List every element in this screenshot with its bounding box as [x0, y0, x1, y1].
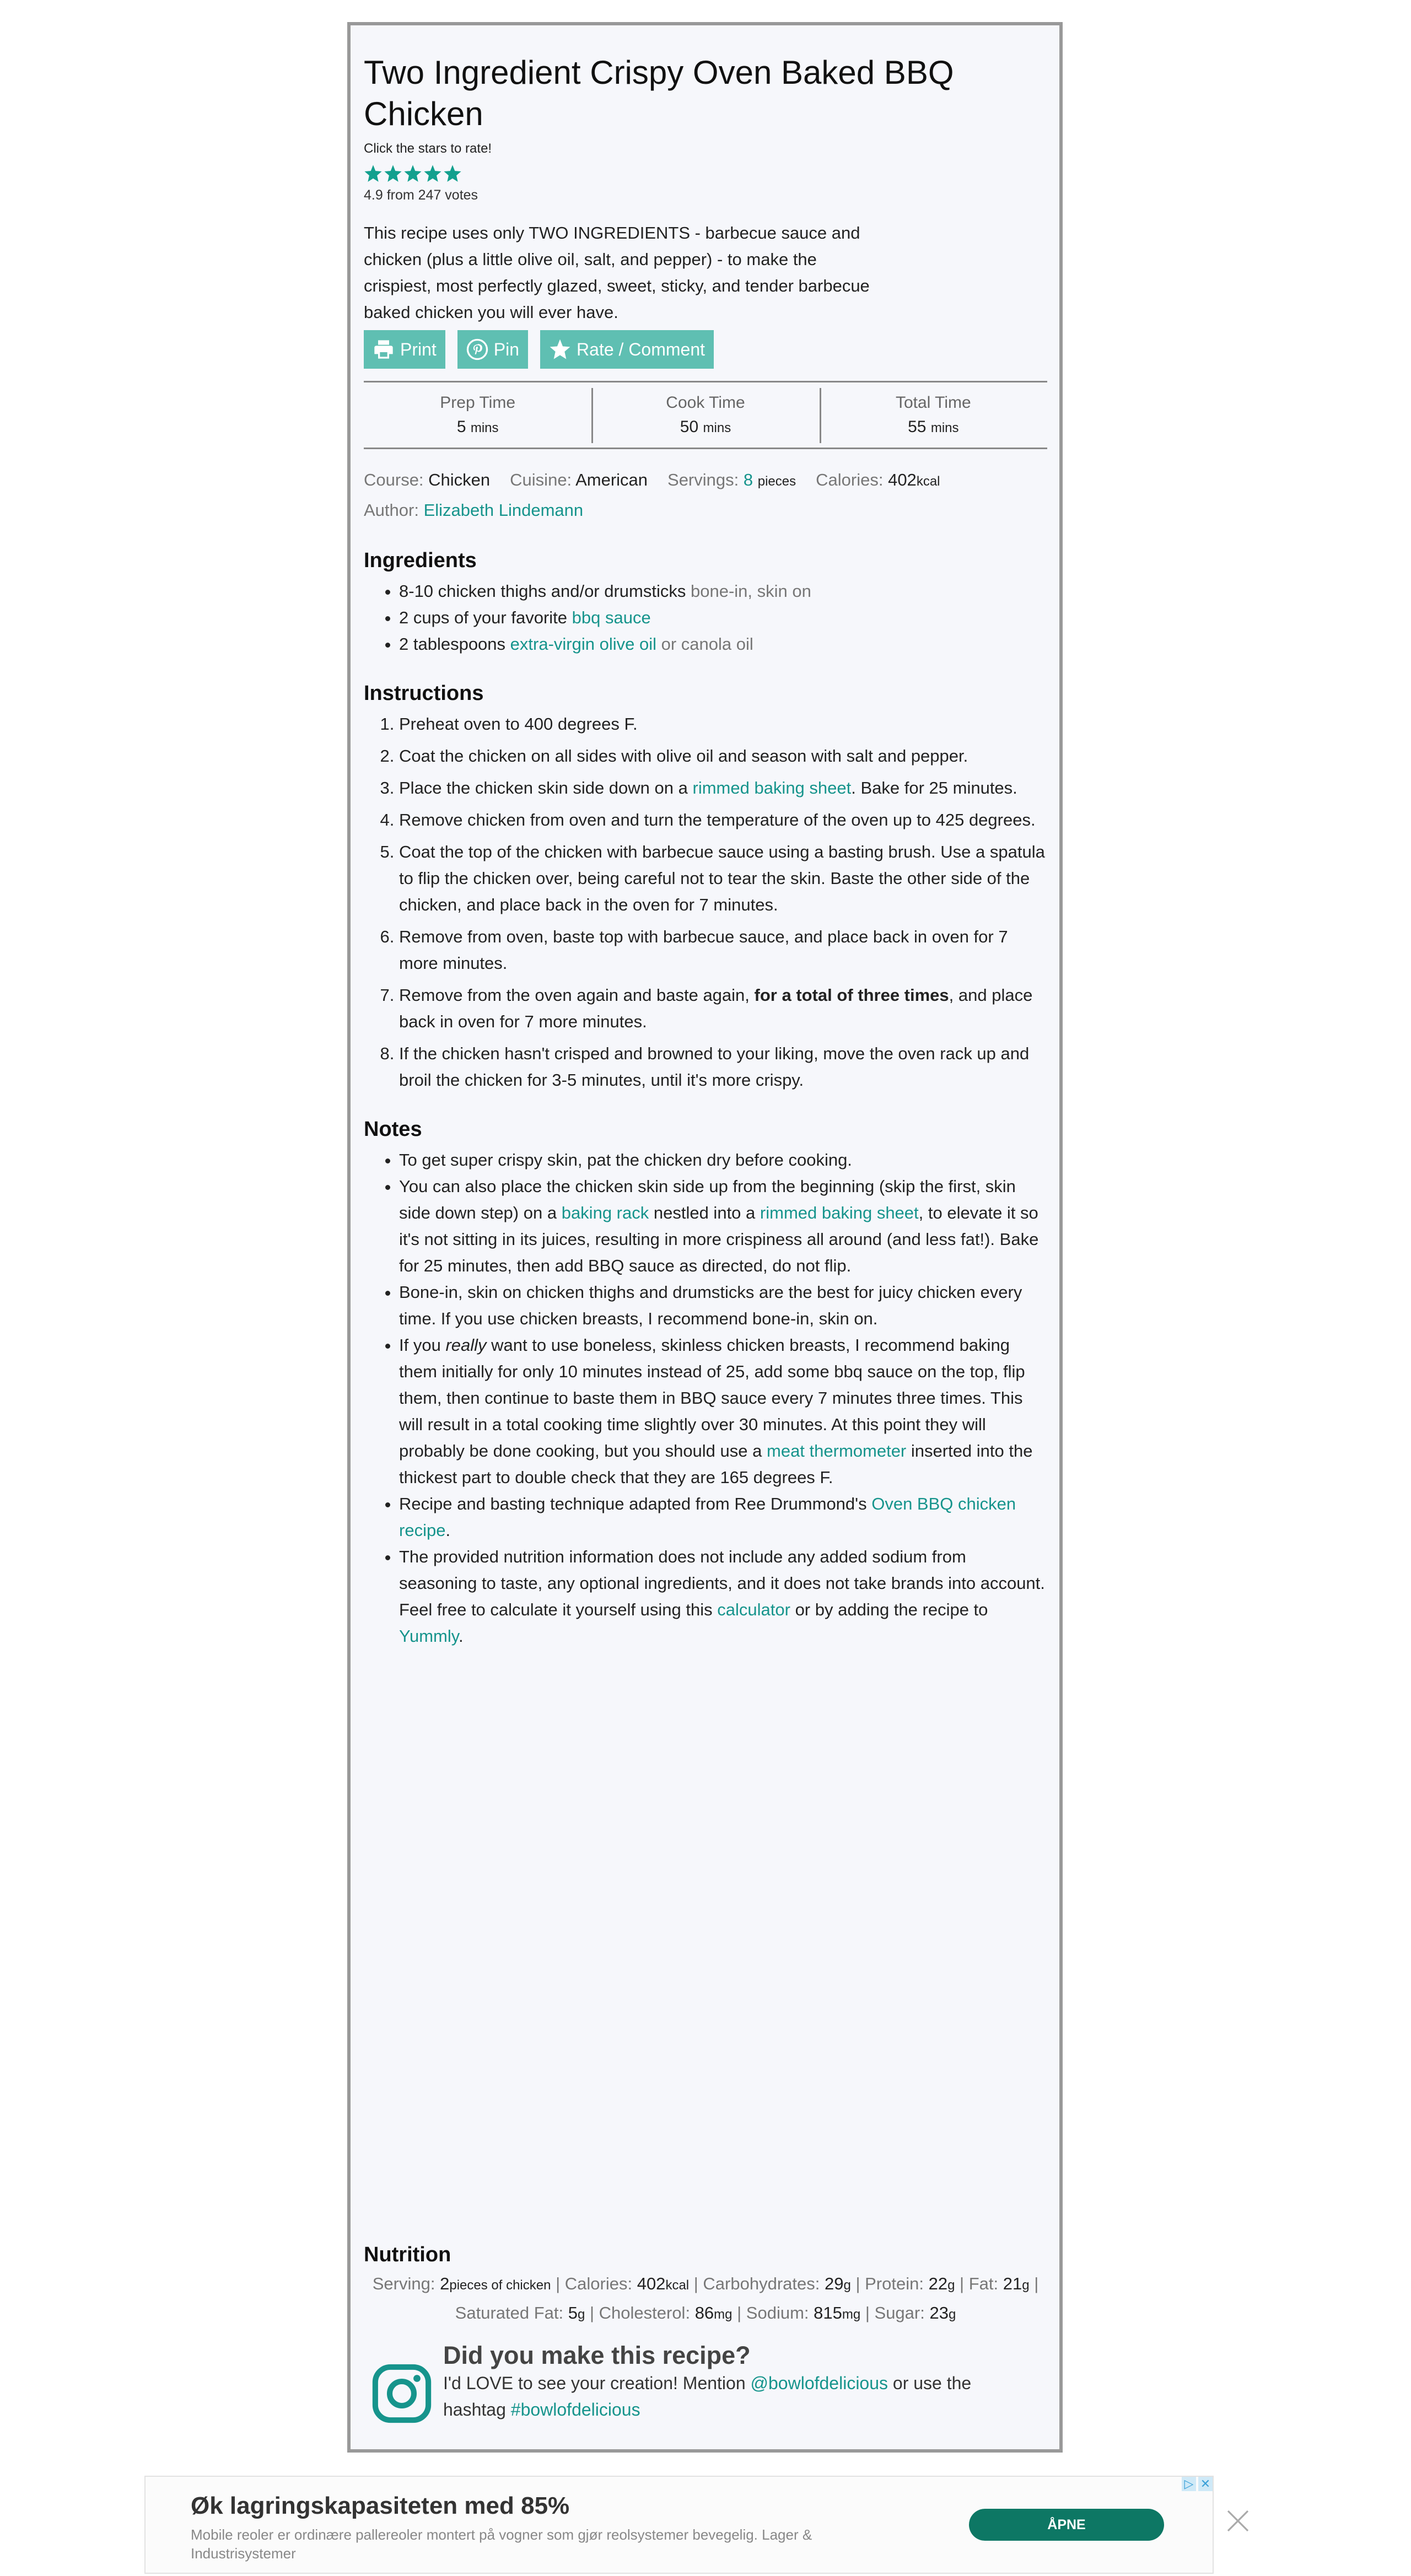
ad-info-icon[interactable]: ▷ [1182, 2477, 1196, 2491]
note-text: The provided nutrition information does not include any added sodium from seasoning to taste, any optional ingredients, and it does not take brands into account. Feel free to calculate it yourself using this [399, 1547, 1045, 1619]
recipe-card [347, 22, 1063, 2453]
pin-button[interactable] [457, 330, 528, 369]
prep-time-label: Prep Time [440, 394, 516, 412]
nutrient-label: Serving: [372, 2274, 435, 2293]
prep-time-value: 5 [456, 418, 466, 436]
notes-list [364, 1147, 1047, 1650]
calories-unit: kcal [916, 474, 940, 489]
step-link[interactable]: rimmed baking sheet [692, 778, 852, 797]
author-label: Author: [364, 500, 419, 520]
star-icon[interactable] [384, 164, 402, 183]
note-link[interactable]: baking rack [561, 1203, 649, 1222]
nutrient-unit: mg [842, 2307, 861, 2322]
nutrient-label: Sodium: [746, 2303, 809, 2322]
rating-summary: 4.9 from 247 votes [364, 187, 478, 203]
recipe-author [364, 496, 1047, 525]
note-text: inserted into the thickest part to double check that they are 165 degrees F. [399, 1441, 1033, 1487]
nutrient-label: Saturated Fat: [455, 2303, 564, 2322]
notes-heading: Notes [364, 1118, 422, 1141]
nutrient-label: Cholesterol: [599, 2303, 691, 2322]
note-text: nestled into a [653, 1203, 756, 1222]
recipe-times [364, 381, 1047, 449]
note-text: Recipe and basting technique adapted from Ree Drummond's [399, 1494, 867, 1513]
hashtag-link[interactable]: #bowlofdelicious [510, 2400, 640, 2419]
ingredient-amount: 2 cups [399, 608, 450, 627]
nutrient-value: 86 [694, 2303, 714, 2322]
ingredient-name: chicken thighs and/or drumsticks [438, 581, 686, 601]
note-link[interactable]: meat thermometer [767, 1441, 907, 1461]
note-item [399, 1544, 1047, 1650]
ingredient-link[interactable]: bbq sauce [572, 608, 651, 627]
ingredients-list [364, 578, 1047, 658]
step-text: , and place back in oven for 7 more minutes. [399, 985, 1033, 1031]
nutrient-label: Fat: [968, 2274, 999, 2293]
nutrient-value: 22 [928, 2274, 948, 2293]
nutrient-unit: g [578, 2307, 585, 2322]
ad-open-button[interactable]: ÅPNE [969, 2509, 1164, 2541]
note-item [399, 1332, 1047, 1491]
instagram-handle-link[interactable]: @bowlofdelicious [750, 2373, 888, 2393]
nutrient-value: 815 [814, 2303, 842, 2322]
ad-title[interactable]: Øk lagringskapasiteten med 85% [191, 2492, 570, 2519]
pinterest-icon [466, 338, 488, 360]
rate-comment-button[interactable] [540, 330, 714, 369]
instruction-step: 2. Coat the chicken on all sides with olive oil and season with salt and pepper. [399, 743, 1047, 769]
note-text: or by adding the recipe to [795, 1600, 988, 1619]
nutrition-heading: Nutrition [364, 2243, 451, 2266]
cook-time-value: 50 [680, 418, 699, 436]
instruction-step [399, 775, 1047, 801]
total-time-label: Total Time [895, 394, 971, 412]
cuisine-label: Cuisine: [510, 470, 572, 489]
instructions-heading: Instructions [364, 682, 484, 705]
nutrient-value: 2 [440, 2274, 450, 2293]
pin-label: Pin [493, 339, 520, 359]
ad-subtitle: Mobile reoler er ordinære pallereoler montert på vogner som gjør reolsystemer bevegelig. Lager & Industrisystemer [191, 2526, 812, 2562]
made-it-copy: I'd LOVE to see your creation! Mention [443, 2373, 746, 2393]
note-link[interactable]: rimmed baking sheet [760, 1203, 919, 1222]
step-text: Place the chicken skin side down on a [399, 778, 688, 797]
star-icon[interactable] [443, 164, 462, 183]
nutrient-value: 21 [1003, 2274, 1022, 2293]
recipe-title: Two Ingredient Crispy Oven Baked BBQ Chicken [364, 54, 954, 132]
ingredient-item [399, 605, 1047, 631]
ingredients-heading: Ingredients [364, 549, 477, 572]
cuisine-value: American [575, 470, 648, 489]
note-text: , to elevate it so it's not sitting in its juices, resulting in more crispiness all around (and less fat!). Bake for 25 minutes, then add BBQ sauce as directed, do not flip. [399, 1203, 1039, 1275]
star-rating[interactable] [364, 164, 1047, 183]
ingredient-name: of your favorite [454, 608, 568, 627]
nutrient-label: Carbohydrates: [703, 2274, 820, 2293]
note-text: If you [399, 1335, 441, 1355]
print-label: Print [400, 339, 437, 359]
print-button[interactable] [364, 330, 445, 369]
note-emphasis: really [445, 1335, 487, 1355]
note-text: You can also place the chicken skin side up from the beginning (skip the first, skin side down step) on a [399, 1177, 1016, 1222]
note-item: • To get super crispy skin, pat the chicken dry before cooking. [399, 1147, 1047, 1173]
close-icon[interactable] [1225, 2508, 1251, 2534]
servings-unit: pieces [757, 474, 796, 489]
calories-label: Calories: [816, 470, 884, 489]
nutrient-unit: g [947, 2278, 955, 2293]
course-label: Course: [364, 470, 424, 489]
made-it-text [443, 2370, 1038, 2423]
note-link[interactable]: calculator [717, 1600, 790, 1619]
step-text: Remove from the oven again and baste again, [399, 985, 750, 1005]
course-value: Chicken [428, 470, 491, 489]
instruction-step [399, 982, 1047, 1035]
ad-banner[interactable] [144, 2476, 1214, 2574]
nutrient-unit: g [948, 2307, 956, 2322]
ingredient-amount: 8-10 [399, 581, 434, 601]
note-text: want to use boneless, skinless chicken breasts, I recommend baking them initially for only 10 minutes instead of 25, add some bbq sauce on the top, flip them, then continue to baste them in BBQ sauce every 7 minutes three times. This will result in a total cooking time slightly over 30 minutes. At this point they will probably be done cooking, but you should use a [399, 1335, 1025, 1461]
step-text: . Bake for 25 minutes. [851, 778, 1017, 797]
recipe-meta [364, 466, 1047, 496]
calories-value: 402 [888, 470, 917, 489]
servings-adjuster[interactable]: 8 [743, 470, 753, 489]
nutrient-label: Protein: [865, 2274, 924, 2293]
nutrient-value: 402 [637, 2274, 666, 2293]
instruction-step: 6. Remove from oven, baste top with barbecue sauce, and place back in oven for 7 more minutes. [399, 924, 1047, 977]
ingredient-notes: bone-in, skin on [691, 581, 811, 601]
note-link[interactable]: Oven BBQ chicken recipe [399, 1494, 1016, 1540]
instruction-step: 4. Remove chicken from oven and turn the temperature of the oven up to 425 degrees. [399, 807, 1047, 833]
star-icon[interactable] [364, 164, 383, 183]
note-item: • Bone-in, skin on chicken thighs and drumsticks are the best for juicy chicken every time. If you use chicken breasts, I recommend bone-in, skin on. [399, 1279, 1047, 1332]
nutrition-section [364, 2243, 1047, 2329]
cook-time-label: Cook Time [666, 394, 745, 412]
nutrient-label: Sugar: [874, 2303, 925, 2322]
instruction-step: 5. Coat the top of the chicken with barbecue sauce using a basting brush. Use a spatula to flip the chicken over, being careful not to tear the skin. Baste the other side of the chicken, and place back in the oven for 7 minutes. [399, 839, 1047, 918]
recipe-summary: This recipe uses only TWO INGREDIENTS - barbecue sauce and chicken (plus a little olive oil, salt, and pepper) - to make the crispiest, most perfectly glazed, sweet, sticky, and tender barbecue baked chicken you will ever have. [364, 223, 870, 322]
note-text: . [445, 1521, 451, 1540]
note-item [399, 1173, 1047, 1279]
ingredient-notes: or canola oil [661, 634, 753, 654]
nutrient-value: 5 [568, 2303, 578, 2322]
nutrient-value: 23 [929, 2303, 949, 2322]
printer-icon [373, 338, 395, 360]
note-text: . [458, 1626, 464, 1646]
total-time [820, 382, 1047, 448]
star-icon [549, 338, 571, 360]
step-emphasis: for a total of three times [754, 985, 949, 1005]
star-icon[interactable] [423, 164, 442, 183]
note-link[interactable]: Yummly [399, 1626, 459, 1646]
nutrient-value: 29 [824, 2274, 844, 2293]
servings-label: Servings: [667, 470, 739, 489]
nutrition-facts: Serving: 2pieces of chicken | Calories: 402kcal | Carbohydrates: 29g | Protein: 22g | Fat: 21g | Saturated Fat: 5g | Cholesterol: 86mg | Sodium: 815mg | Sugar: 23g [372, 2274, 1039, 2322]
star-icon[interactable] [403, 164, 422, 183]
prep-time-unit: mins [470, 421, 499, 435]
total-time-unit: mins [930, 421, 959, 435]
author-link[interactable]: Elizabeth Lindemann [423, 500, 584, 520]
nutrient-unit: g [843, 2278, 851, 2293]
instruction-step: 8. If the chicken hasn't crisped and browned to your liking, move the oven rack up and broil the chicken for 3-5 minutes, until it's more crispy. [399, 1041, 1047, 1093]
nutrient-unit: g [1022, 2278, 1030, 2293]
ingredient-item [399, 631, 1047, 658]
total-time-value: 55 [908, 418, 927, 436]
nutrient-unit: kcal [665, 2278, 690, 2293]
instruction-step: 1. Preheat oven to 400 degrees F. [399, 711, 1047, 737]
nutrient-label: Calories: [564, 2274, 633, 2293]
recipe-buttons [364, 330, 1047, 369]
rate-comment-label: Rate / Comment [577, 339, 706, 359]
nutrient-unit: mg [714, 2307, 733, 2322]
made-it-title: Did you make this recipe? [443, 2341, 751, 2369]
made-it-copy: or use the hashtag [443, 2373, 972, 2419]
ad-close-icon[interactable]: ✕ [1198, 2477, 1213, 2491]
nutrient-unit: pieces of chicken [449, 2278, 551, 2293]
rate-hint: Click the stars to rate! [364, 141, 492, 156]
ingredient-link[interactable]: extra-virgin olive oil [510, 634, 656, 654]
note-item [399, 1491, 1047, 1544]
instructions-list [364, 711, 1047, 1093]
cook-time [591, 382, 819, 448]
cook-time-unit: mins [703, 421, 731, 435]
ingredient-amount: 2 tablespoons [399, 634, 506, 654]
prep-time [364, 382, 591, 448]
ingredient-item [399, 578, 1047, 605]
made-it-callout [364, 2341, 1047, 2424]
ad-choices[interactable] [1182, 2477, 1213, 2491]
instagram-icon [371, 2363, 432, 2424]
